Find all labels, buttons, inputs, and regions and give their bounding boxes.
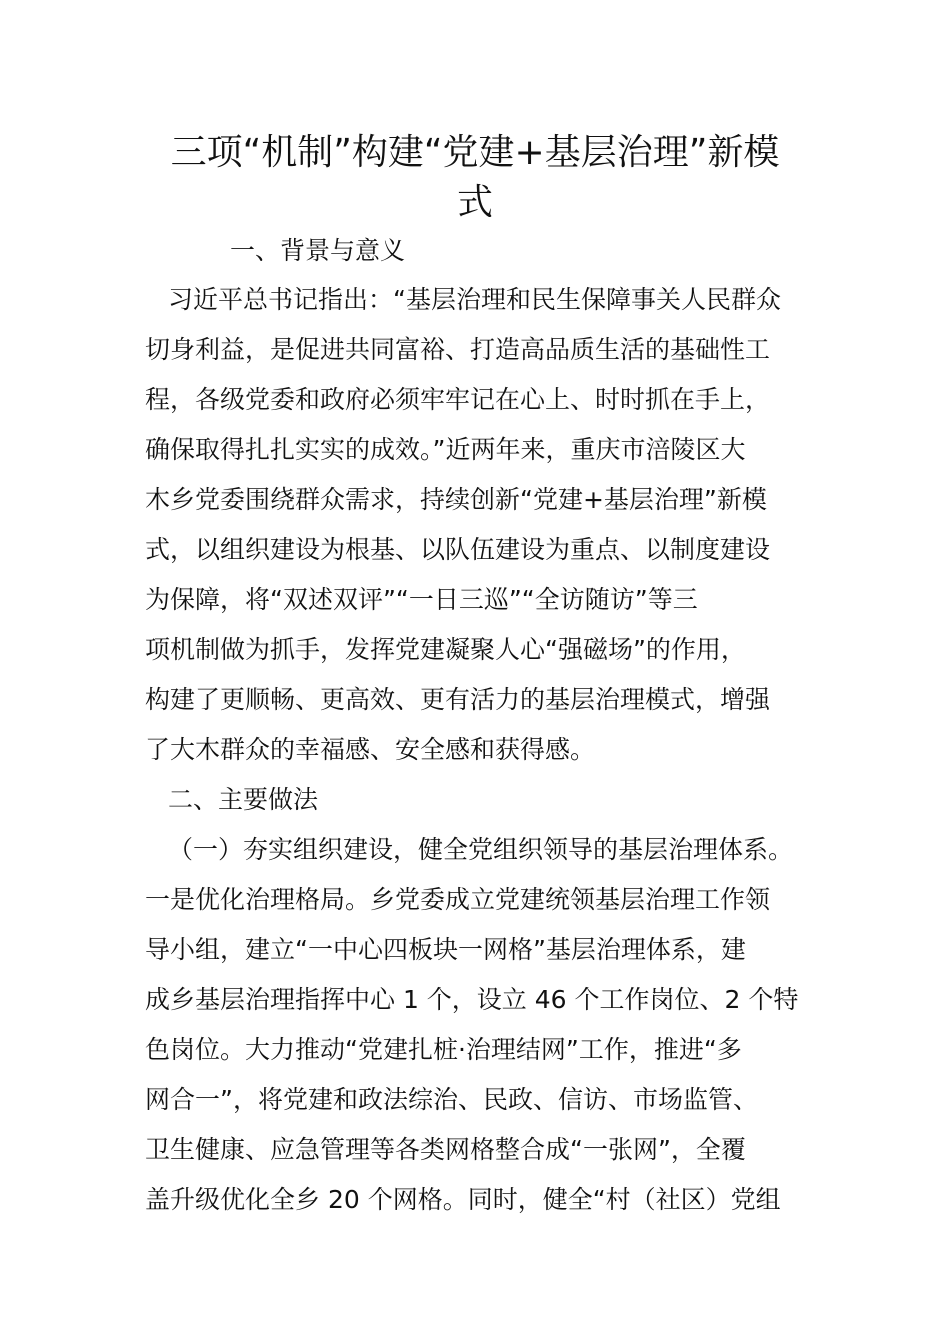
paragraph-line: 卫生健康、应急管理等各类网格整合成“一张网”，全覆 [145,1135,746,1164]
paragraph-line: 成乡基层治理指挥中心 1 个，设立 46 个工作岗位、2 个特 [145,985,799,1014]
document-title-line: 式 [456,182,493,223]
document-title-line: 三项“机制”构建“党建+基层治理”新模 [170,132,780,173]
section-heading: 二、主要做法 [168,785,319,814]
paragraph-line: 构建了更顺畅、更高效、更有活力的基层治理模式，增强 [145,685,771,714]
paragraph-line: 导小组，建立“一中心四板块一网格”基层治理体系，建 [145,935,746,964]
subsection-heading: （一）夯实组织建设，健全党组织领导的基层治理体系。 [168,835,794,864]
section-heading: 一、背景与意义 [230,236,406,265]
paragraph-line: 程，各级党委和政府必须牢牢记在心上、时时抓在手上， [145,385,771,414]
paragraph-line: 了大木群众的幸福感、安全感和获得感。 [145,735,596,764]
paragraph-line: 网合一”，将党建和政法综治、民政、信访、市场监管、 [145,1085,758,1114]
paragraph-line: 项机制做为抓手，发挥党建凝聚人心“强磁场”的作用， [145,635,746,664]
paragraph-line: 习近平总书记指出：“基层治理和民生保障事关人民群众 [168,285,781,314]
paragraph-line: 确保取得扎扎实实的成效。”近两年来，重庆市涪陵区大 [145,435,746,464]
paragraph-line: 色岗位。大力推动“党建扎桩·治理结网”工作，推进“多 [145,1035,742,1064]
paragraph-line: 盖升级优化全乡 20 个网格。同时，健全“村（社区）党组 [145,1185,781,1214]
paragraph-line: 式，以组织建设为根基、以队伍建设为重点、以制度建设 [145,535,771,564]
paragraph-line: 木乡党委围绕群众需求，持续创新“党建+基层治理”新模 [145,485,767,514]
paragraph-line: 为保障，将“双述双评”“一日三巡”“全访随访”等三 [145,585,698,614]
paragraph-line: 切身利益，是促进共同富裕、打造高品质生活的基础性工 [145,335,771,364]
paragraph-line: 一是优化治理格局。乡党委成立党建统领基层治理工作领 [145,885,771,914]
